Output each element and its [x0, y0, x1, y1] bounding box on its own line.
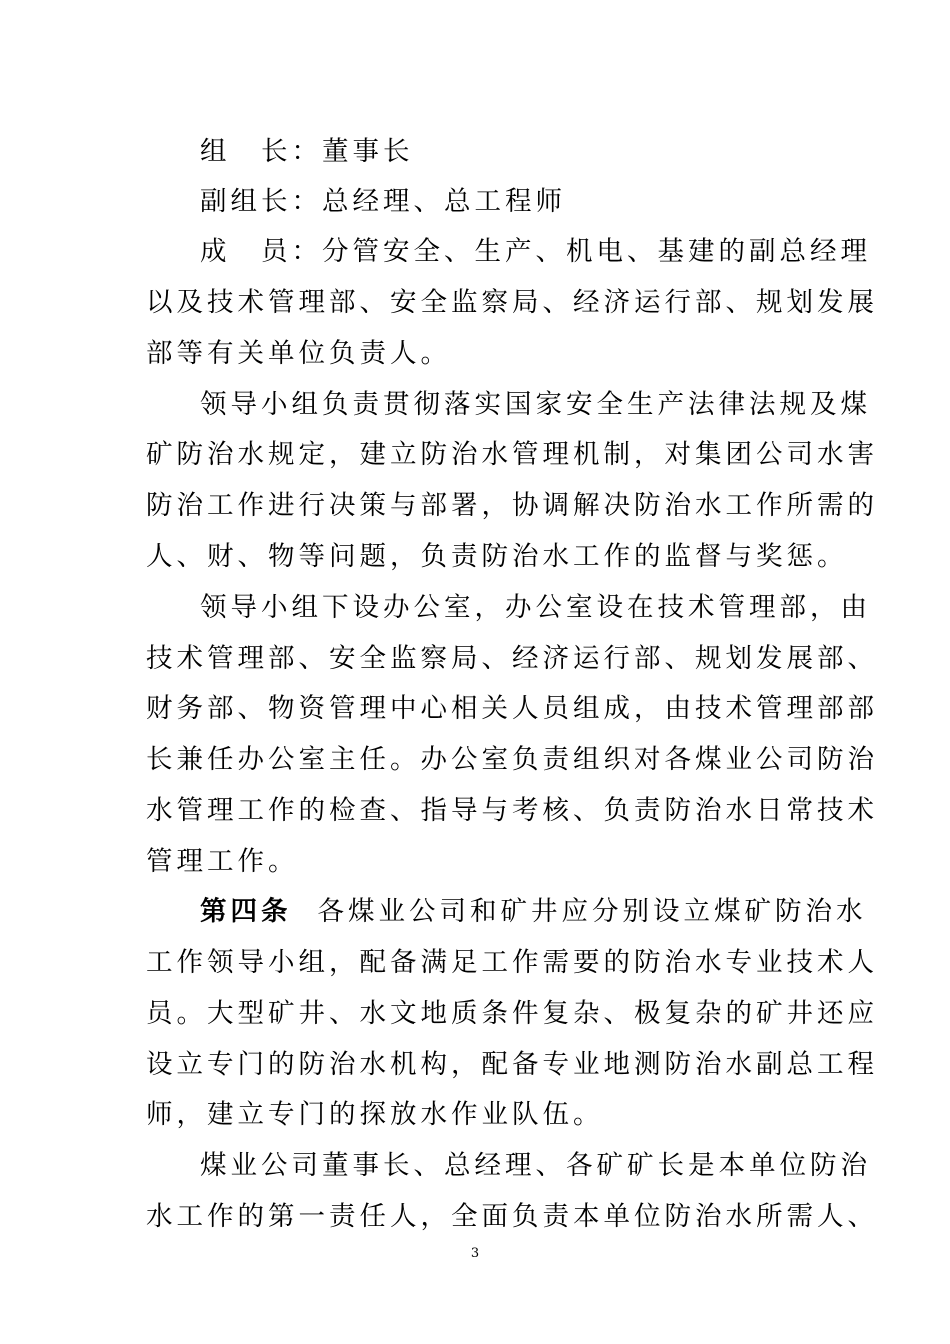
text-line: 技术管理部、安全监察局、经济运行部、规划发展部、	[146, 643, 878, 674]
text-line: 设立专门的防治水机构，配备专业地测防治水副总工程	[146, 1049, 878, 1080]
text-line: 管理工作。	[146, 846, 299, 877]
text-line-leader: 组 长：董事长	[200, 136, 414, 167]
article-label: 第四条	[200, 896, 292, 927]
text-line: 领导小组负责贯彻落实国家安全生产法律法规及煤	[200, 389, 871, 420]
text-line-members: 成 员：分管安全、生产、机电、基建的副总经理	[200, 236, 871, 267]
text-line: 以及技术管理部、安全监察局、经济运行部、规划发展	[146, 287, 878, 318]
article-line	[200, 896, 867, 928]
text-line-deputy-leader: 副组长：总经理、总工程师	[200, 186, 566, 217]
text-line: 防治工作进行决策与部署，协调解决防治水工作所需的	[146, 490, 878, 521]
text-line: 员。大型矿井、水文地质条件复杂、极复杂的矿井还应	[146, 998, 878, 1029]
text-line: 财务部、物资管理中心相关人员组成，由技术管理部部	[146, 693, 878, 724]
text-line: 水管理工作的检查、指导与考核、负责防治水日常技术	[146, 795, 878, 826]
text-line: 部等有关单位负责人。	[146, 338, 451, 369]
text-line: 水工作的第一责任人，全面负责本单位防治水所需人、	[146, 1201, 878, 1232]
text-line: 矿防治水规定，建立防治水管理机制，对集团公司水害	[146, 439, 878, 470]
article-text: 各煤业公司和矿井应分别设立煤矿防治水	[317, 896, 867, 927]
page-number: 3	[470, 1246, 480, 1261]
text-line: 长兼任办公室主任。办公室负责组织对各煤业公司防治	[146, 744, 878, 775]
text-line: 人、财、物等问题，负责防治水工作的监督与奖惩。	[146, 541, 848, 572]
text-line: 煤业公司董事长、总经理、各矿矿长是本单位防治	[200, 1150, 871, 1181]
text-line: 师，建立专门的探放水作业队伍。	[146, 1099, 604, 1130]
text-line: 领导小组下设办公室，办公室设在技术管理部，由	[200, 592, 871, 623]
text-line: 工作领导小组，配备满足工作需要的防治水专业技术人	[146, 947, 878, 978]
